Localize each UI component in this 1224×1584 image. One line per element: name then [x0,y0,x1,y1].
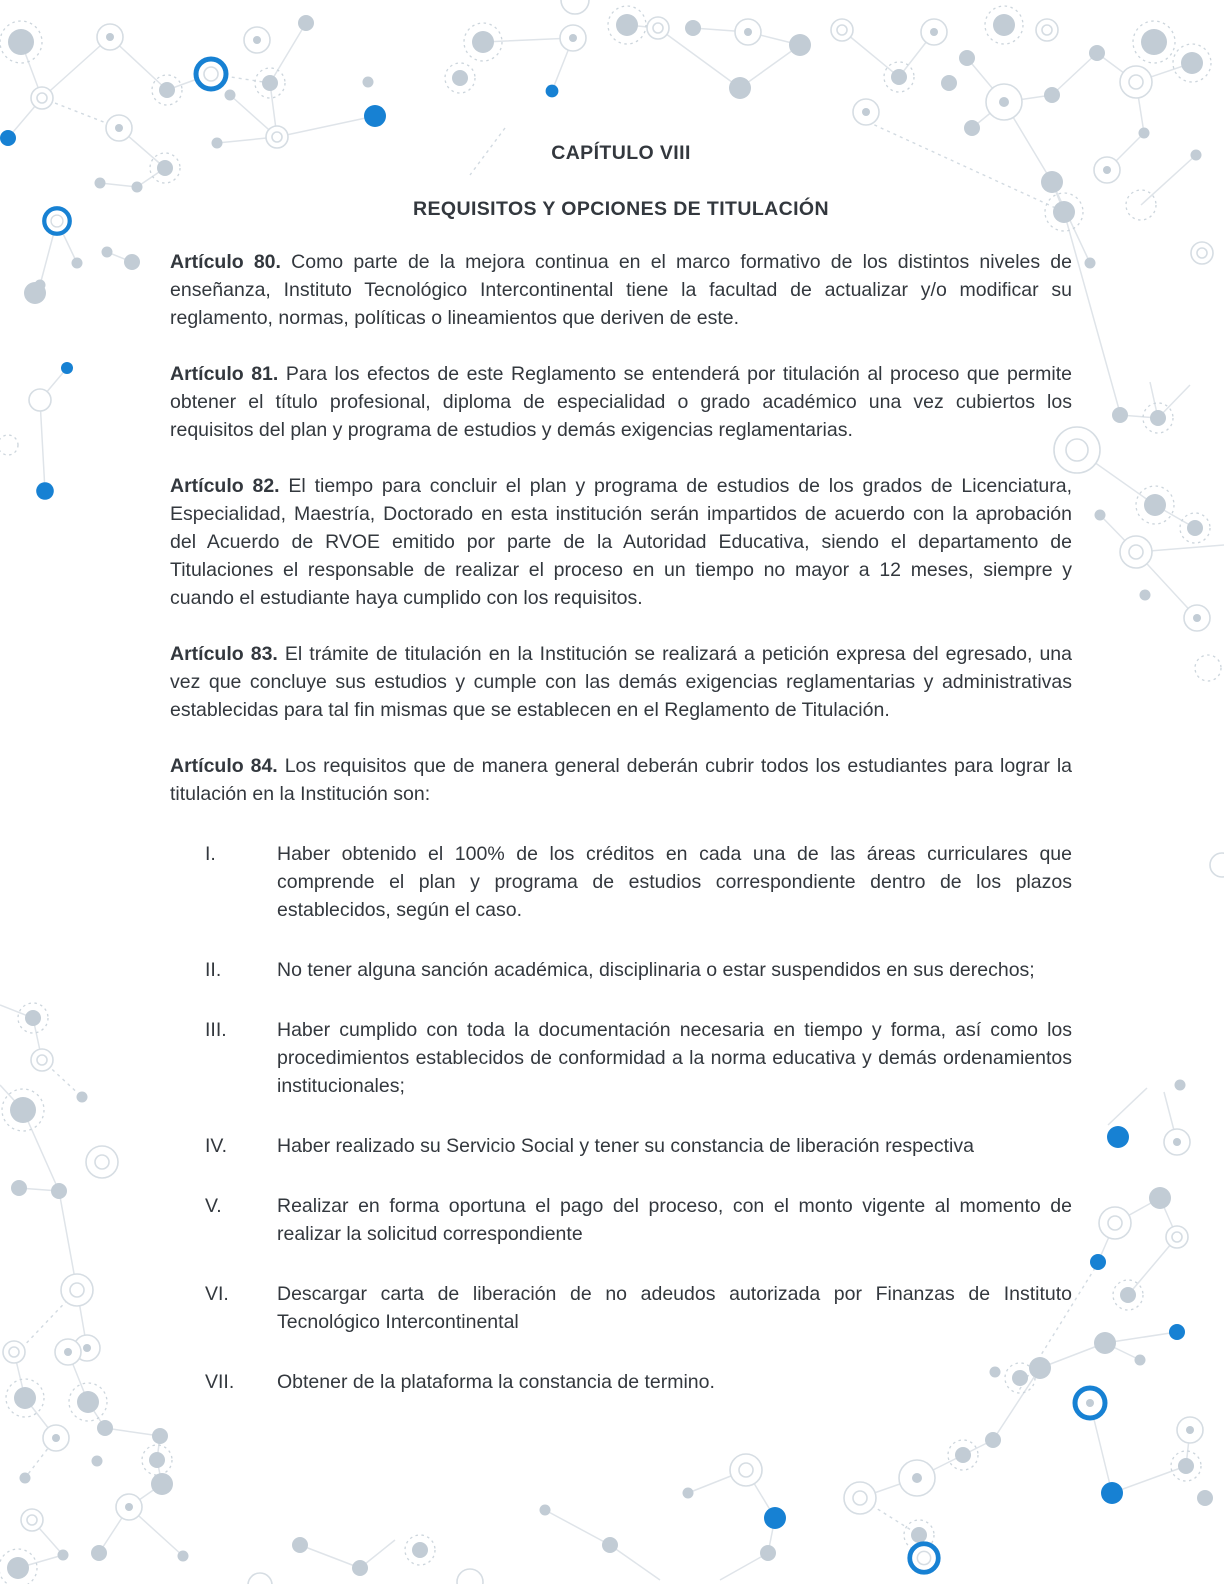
requirement-item-3 [170,1016,1072,1100]
article-83-text: El trámite de titulación en la Institución se realizará a petición expresa del egresado, una vez que concluye sus estudios y cumple con las demás exigencias reglamentarias y administrativas establecidas para tal fin mismas que se establecen en el Reglamento de Titulación. [170,643,1073,721]
article-81 [170,360,1072,444]
article-83 [170,640,1072,724]
requirement-6-text: Descargar carta de liberación de no adeudos autorizada por Finanzas de Instituto Tecnológico Intercontinental [277,1283,1072,1333]
requirement-4-numeral: IV. [205,1135,228,1157]
requirement-item-6 [170,1280,1072,1336]
requirement-3-numeral: III. [205,1019,227,1041]
article-81-text: Para los efectos de este Reglamento se entenderá por titulación al proceso que permite obtener el título profesional, diploma de especialidad o grado académico una vez cubiertos los requisitos del plan y programa de estudios y demás exigencias reglamentarias. [170,363,1072,441]
requirement-2-numeral: II. [205,959,222,981]
requirement-1-numeral: I. [205,843,216,865]
article-80-text: Como parte de la mejora continua en el marco formativo de los distintos niveles de enseñanza, Instituto Tecnológico Intercontinental tiene la facultad de actualizar y/o modificar su reglamento, normas, políticas o lineamientos que deriven de este. [170,251,1072,329]
article-80-label: Artículo 80. [170,251,281,273]
article-84-text: Los requisitos que de manera general deberán cubrir todos los estudiantes para lograr la titulación en la Institución son: [170,755,1072,805]
requirement-item-1 [170,840,1072,924]
requirements-list [170,840,1072,1396]
requirement-item-4 [170,1132,1072,1160]
article-81-label: Artículo 81. [170,363,279,385]
requirement-4-text: Haber realizado su Servicio Social y tener su constancia de liberación respectiva [277,1135,974,1157]
requirement-6-numeral: VI. [205,1283,229,1305]
requirement-1-text: Haber obtenido el 100% de los créditos en cada una de las áreas curriculares que comprende el plan y programa de estudios correspondiente dentro de los plazos establecidos, según el caso. [277,843,1072,921]
requirement-5-numeral: V. [205,1195,222,1217]
chapter-subtitle: REQUISITOS Y OPCIONES DE TITULACIÓN [413,198,829,220]
requirement-2-text: No tener alguna sanción académica, disciplinaria o estar suspendidos en sus derechos; [277,959,1035,981]
document-content [170,0,1072,1396]
article-82-label: Artículo 82. [170,475,280,497]
chapter-title: CAPÍTULO VIII [551,142,691,164]
article-84 [170,752,1072,808]
requirement-7-text: Obtener de la plataforma la constancia de termino. [277,1371,715,1393]
requirement-item-5 [170,1192,1072,1248]
article-84-label: Artículo 84. [170,755,278,777]
requirement-7-numeral: VII. [205,1371,235,1393]
requirement-item-7 [170,1368,1072,1396]
article-80 [170,248,1072,332]
requirement-5-text: Realizar en forma oportuna el pago del proceso, con el monto vigente al momento de realizar la solicitud correspondiente [277,1195,1072,1245]
article-82 [170,472,1072,612]
article-82-text: El tiempo para concluir el plan y programa de estudios de los grados de Licenciatura, Especialidad, Maestría, Doctorado en esta institución serán impartidos de acuerdo con la aprobación del Acuerdo de RVOE emitido por parte de la Autoridad Educativa, siendo el departamento de Titulaciones el responsable de realizar el proceso en un tiempo no mayor a 12 meses, siempre y cuando el estudiante haya cumplido con los requisitos. [170,475,1072,609]
article-83-label: Artículo 83. [170,643,278,665]
requirement-item-2 [170,956,1072,984]
requirement-3-text: Haber cumplido con toda la documentación necesaria en tiempo y forma, así como los procedimientos establecidos de conformidad a la norma educativa y demás ordenamientos institucionales; [277,1019,1072,1097]
